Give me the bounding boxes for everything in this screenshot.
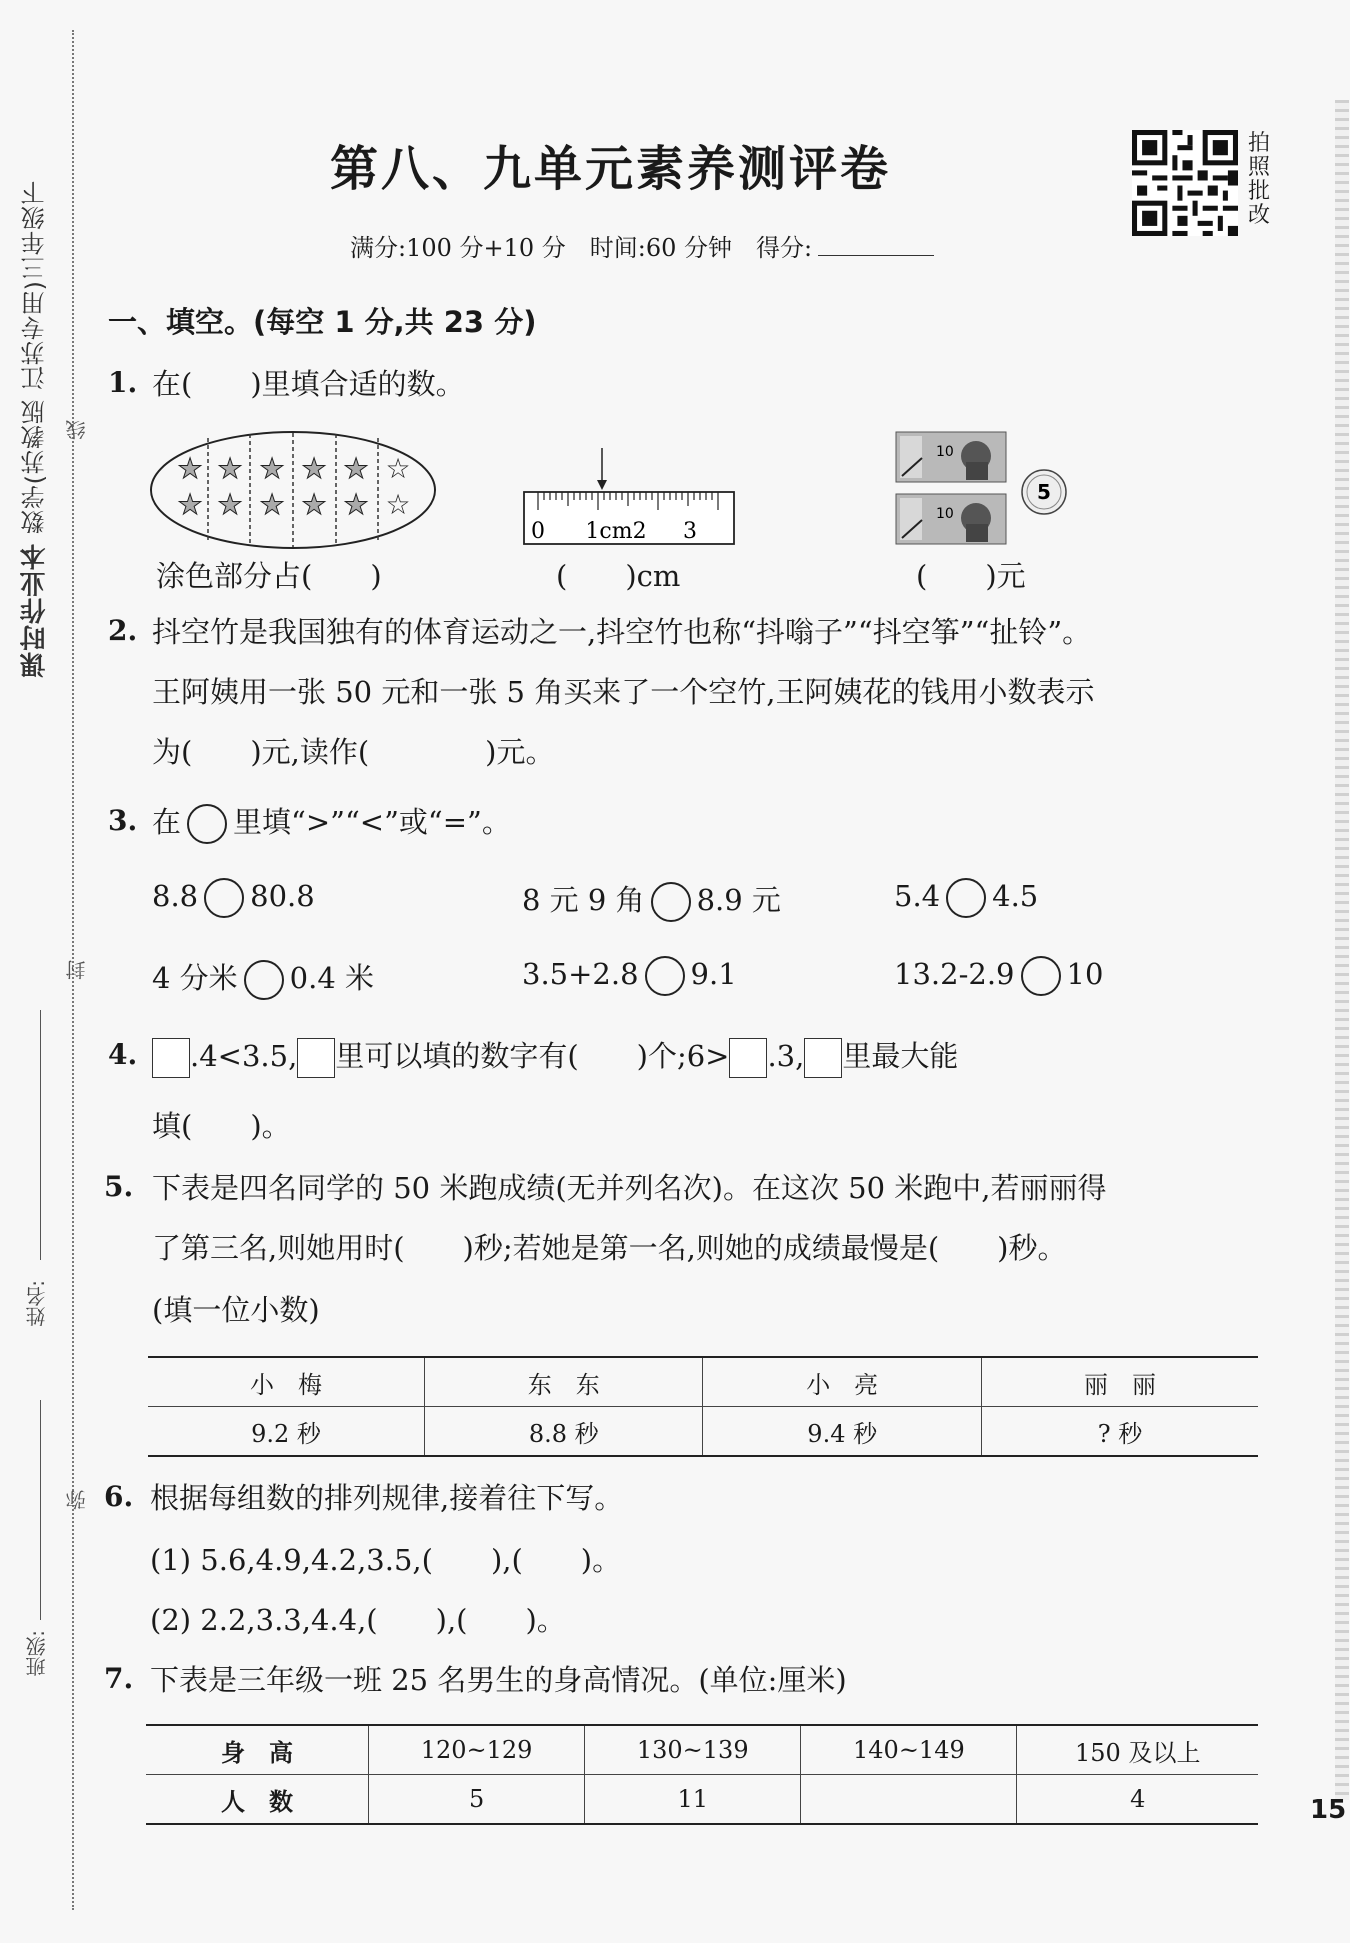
q6-sub2: (2) 2.2,3.3,4.4,( ),( )。 [150, 1603, 566, 1637]
exam-info [350, 228, 934, 263]
q6-sub1: (1) 5.6,4.9,4.2,3.5,( ),( )。 [150, 1543, 622, 1577]
compare-circle[interactable] [651, 882, 691, 922]
table-row [148, 1357, 1258, 1407]
class-blank[interactable] [40, 1400, 41, 1620]
stars-oval-figure [148, 428, 438, 552]
qr-label-char: 批 [1248, 179, 1271, 204]
svg-text:★: ★ [259, 488, 285, 521]
table-cell: 130~139 [585, 1725, 801, 1775]
q3-intro: 里填“>”“<”或“=”。 [233, 805, 511, 839]
seal-mark-line: 线 [65, 420, 89, 440]
compare-item [522, 878, 781, 922]
seal-mark-seal: 封 [65, 960, 89, 980]
compare-item [152, 878, 315, 918]
ruler-figure [520, 446, 740, 550]
q5-line3: (填一位小数) [152, 1293, 320, 1327]
score-blank[interactable] [818, 255, 934, 256]
compare-left: 8 元 9 角 [522, 883, 645, 917]
compare-left: 13.2-2.9 [894, 957, 1015, 991]
compare-right: 10 [1066, 957, 1104, 991]
compare-circle[interactable] [244, 960, 284, 1000]
qr-code-icon[interactable] [1132, 130, 1238, 236]
section-heading: 一、填空。(每空 1 分,共 23 分) [108, 305, 537, 339]
name-blank[interactable] [40, 1010, 41, 1260]
compare-left: 4 分米 [152, 961, 238, 995]
class-label: 班级: [25, 1630, 49, 1677]
coin-value: 5 [1037, 480, 1051, 504]
table-answer-cell[interactable] [801, 1775, 1017, 1825]
banknote-value: 10 [936, 444, 954, 460]
q4-line2: 填( )。 [152, 1109, 291, 1143]
q1-text: 在( )里填合适的数。 [152, 367, 465, 401]
q4-line1 [152, 1034, 958, 1078]
table-cell: 120~129 [369, 1725, 585, 1775]
table-cell: 5 [369, 1775, 585, 1825]
compare-left: 8.8 [152, 879, 199, 913]
table-cell: ? 秒 [981, 1407, 1258, 1457]
svg-text:★: ★ [217, 452, 243, 485]
qr-label-char: 照 [1248, 155, 1271, 180]
fig1-answer-label: 涂色部分占( ) [156, 559, 382, 593]
table-cell: 9.4 秒 [703, 1407, 981, 1457]
banknote-value: 10 [936, 506, 954, 522]
q5-line2: 了第三名,则她用时( )秒;若她是第一名,则她的成绩最慢是( )秒。 [152, 1231, 1067, 1265]
page-number: 15 [1310, 1795, 1347, 1825]
question-number: 1. [108, 366, 138, 399]
ruler-tick-label: 0 [531, 519, 545, 544]
svg-text:☆: ☆ [385, 452, 411, 485]
q2-line1: 抖空竹是我国独有的体育运动之一,抖空竹也称“抖嗡子”“抖空筝”“扯铃”。 [152, 615, 1092, 649]
compare-circle [187, 804, 227, 844]
table-header-cell: 小 亮 [703, 1357, 981, 1407]
table-header-cell: 丽 丽 [981, 1357, 1258, 1407]
running-times-table [148, 1356, 1258, 1457]
seal-mark-close: 弥 [65, 1490, 89, 1510]
coin-icon [1022, 470, 1066, 514]
table-header-cell: 小 梅 [148, 1357, 425, 1407]
digit-box[interactable] [729, 1038, 767, 1078]
question-number: 6. [104, 1480, 134, 1513]
compare-right: 80.8 [250, 879, 315, 913]
digit-box[interactable] [297, 1038, 335, 1078]
name-label: 姓名: [25, 1280, 49, 1327]
table-cell: 4 [1017, 1775, 1258, 1825]
q3-intro: 在 [152, 805, 182, 839]
q7-text: 下表是三年级一班 25 名男生的身高情况。(单位:厘米) [150, 1663, 847, 1697]
qr-label [1248, 132, 1272, 228]
book-subtitle: 数学(苏教版 江苏专用)三年级下 [21, 180, 49, 543]
ruler-tick-label: 3 [683, 519, 697, 544]
compare-item [152, 956, 374, 1000]
svg-text:★: ★ [301, 452, 327, 485]
compare-item [894, 956, 1103, 996]
table-header-cell: 身 高 [146, 1725, 369, 1775]
svg-text:★: ★ [177, 452, 203, 485]
book-name: 课时作业本 [20, 542, 50, 678]
compare-left: 5.4 [894, 879, 941, 913]
table-cell: 11 [585, 1775, 801, 1825]
compare-right: 8.9 元 [696, 883, 781, 917]
qr-label-char: 拍 [1248, 131, 1271, 156]
svg-text:★: ★ [177, 488, 203, 521]
q4-part: 里最大能 [842, 1039, 959, 1073]
height-table [146, 1724, 1258, 1825]
question-number: 5. [104, 1170, 134, 1203]
q6-text: 根据每组数的排列规律,接着往下写。 [150, 1481, 624, 1515]
q4-part: 里可以填的数字有( )个;6> [335, 1039, 730, 1073]
compare-circle[interactable] [1021, 956, 1061, 996]
q2-line3: 为( )元,读作( )元。 [152, 735, 555, 769]
compare-right: 0.4 米 [289, 961, 375, 995]
page-edge-bar [1335, 100, 1349, 1800]
q2-line2: 王阿姨用一张 50 元和一张 5 角买来了一个空竹,王阿姨花的钱用小数表示 [152, 675, 1095, 709]
q4-part: .3, [767, 1039, 805, 1073]
table-row [146, 1775, 1258, 1825]
digit-box[interactable] [152, 1038, 190, 1078]
question-number: 4. [108, 1038, 138, 1071]
svg-text:★: ★ [217, 488, 243, 521]
svg-text:★: ★ [259, 452, 285, 485]
fig2-answer-label: ( )cm [556, 559, 681, 593]
table-header-cell: 东 东 [425, 1357, 703, 1407]
q5-line1: 下表是四名同学的 50 米跑成绩(无并列名次)。在这次 50 米跑中,若丽丽得 [152, 1171, 1107, 1205]
table-header-cell: 人 数 [221, 1787, 293, 1816]
fig3-answer-label: ( )元 [916, 559, 1026, 593]
q3-text [152, 800, 511, 844]
compare-circle[interactable] [645, 956, 685, 996]
digit-box[interactable] [804, 1038, 842, 1078]
page-title: 第八、九单元素养测评卷 [330, 141, 892, 197]
table-cell: 8.8 秒 [425, 1407, 703, 1457]
qr-label-char: 改 [1248, 203, 1271, 228]
question-number: 3. [108, 804, 138, 837]
compare-right: 9.1 [690, 957, 737, 991]
table-cell: 9.2 秒 [251, 1419, 321, 1448]
compare-circle[interactable] [946, 878, 986, 918]
money-figure [892, 428, 1072, 552]
compare-left: 3.5+2.8 [522, 957, 639, 991]
table-cell: 140~149 [801, 1725, 1017, 1775]
question-number: 2. [108, 614, 138, 647]
q4-part: .4<3.5, [190, 1039, 298, 1073]
table-row [146, 1725, 1258, 1775]
question-number: 7. [104, 1662, 134, 1695]
book-title-vertical [16, 180, 53, 678]
ruler-tick-label: 1cm2 [585, 519, 647, 544]
compare-circle[interactable] [204, 878, 244, 918]
svg-text:★: ★ [301, 488, 327, 521]
compare-item [522, 956, 737, 996]
table-cell: 150 及以上 [1017, 1725, 1258, 1775]
compare-item [894, 878, 1038, 918]
svg-text:☆: ☆ [385, 488, 411, 521]
exam-info-text: 满分:100 分+10 分 时间:60 分钟 得分: [350, 234, 813, 262]
banknote-icon [896, 494, 1006, 544]
svg-text:★: ★ [343, 452, 369, 485]
compare-right: 4.5 [992, 879, 1039, 913]
table-row [148, 1407, 1258, 1457]
banknote-icon [896, 432, 1006, 482]
svg-text:★: ★ [343, 488, 369, 521]
